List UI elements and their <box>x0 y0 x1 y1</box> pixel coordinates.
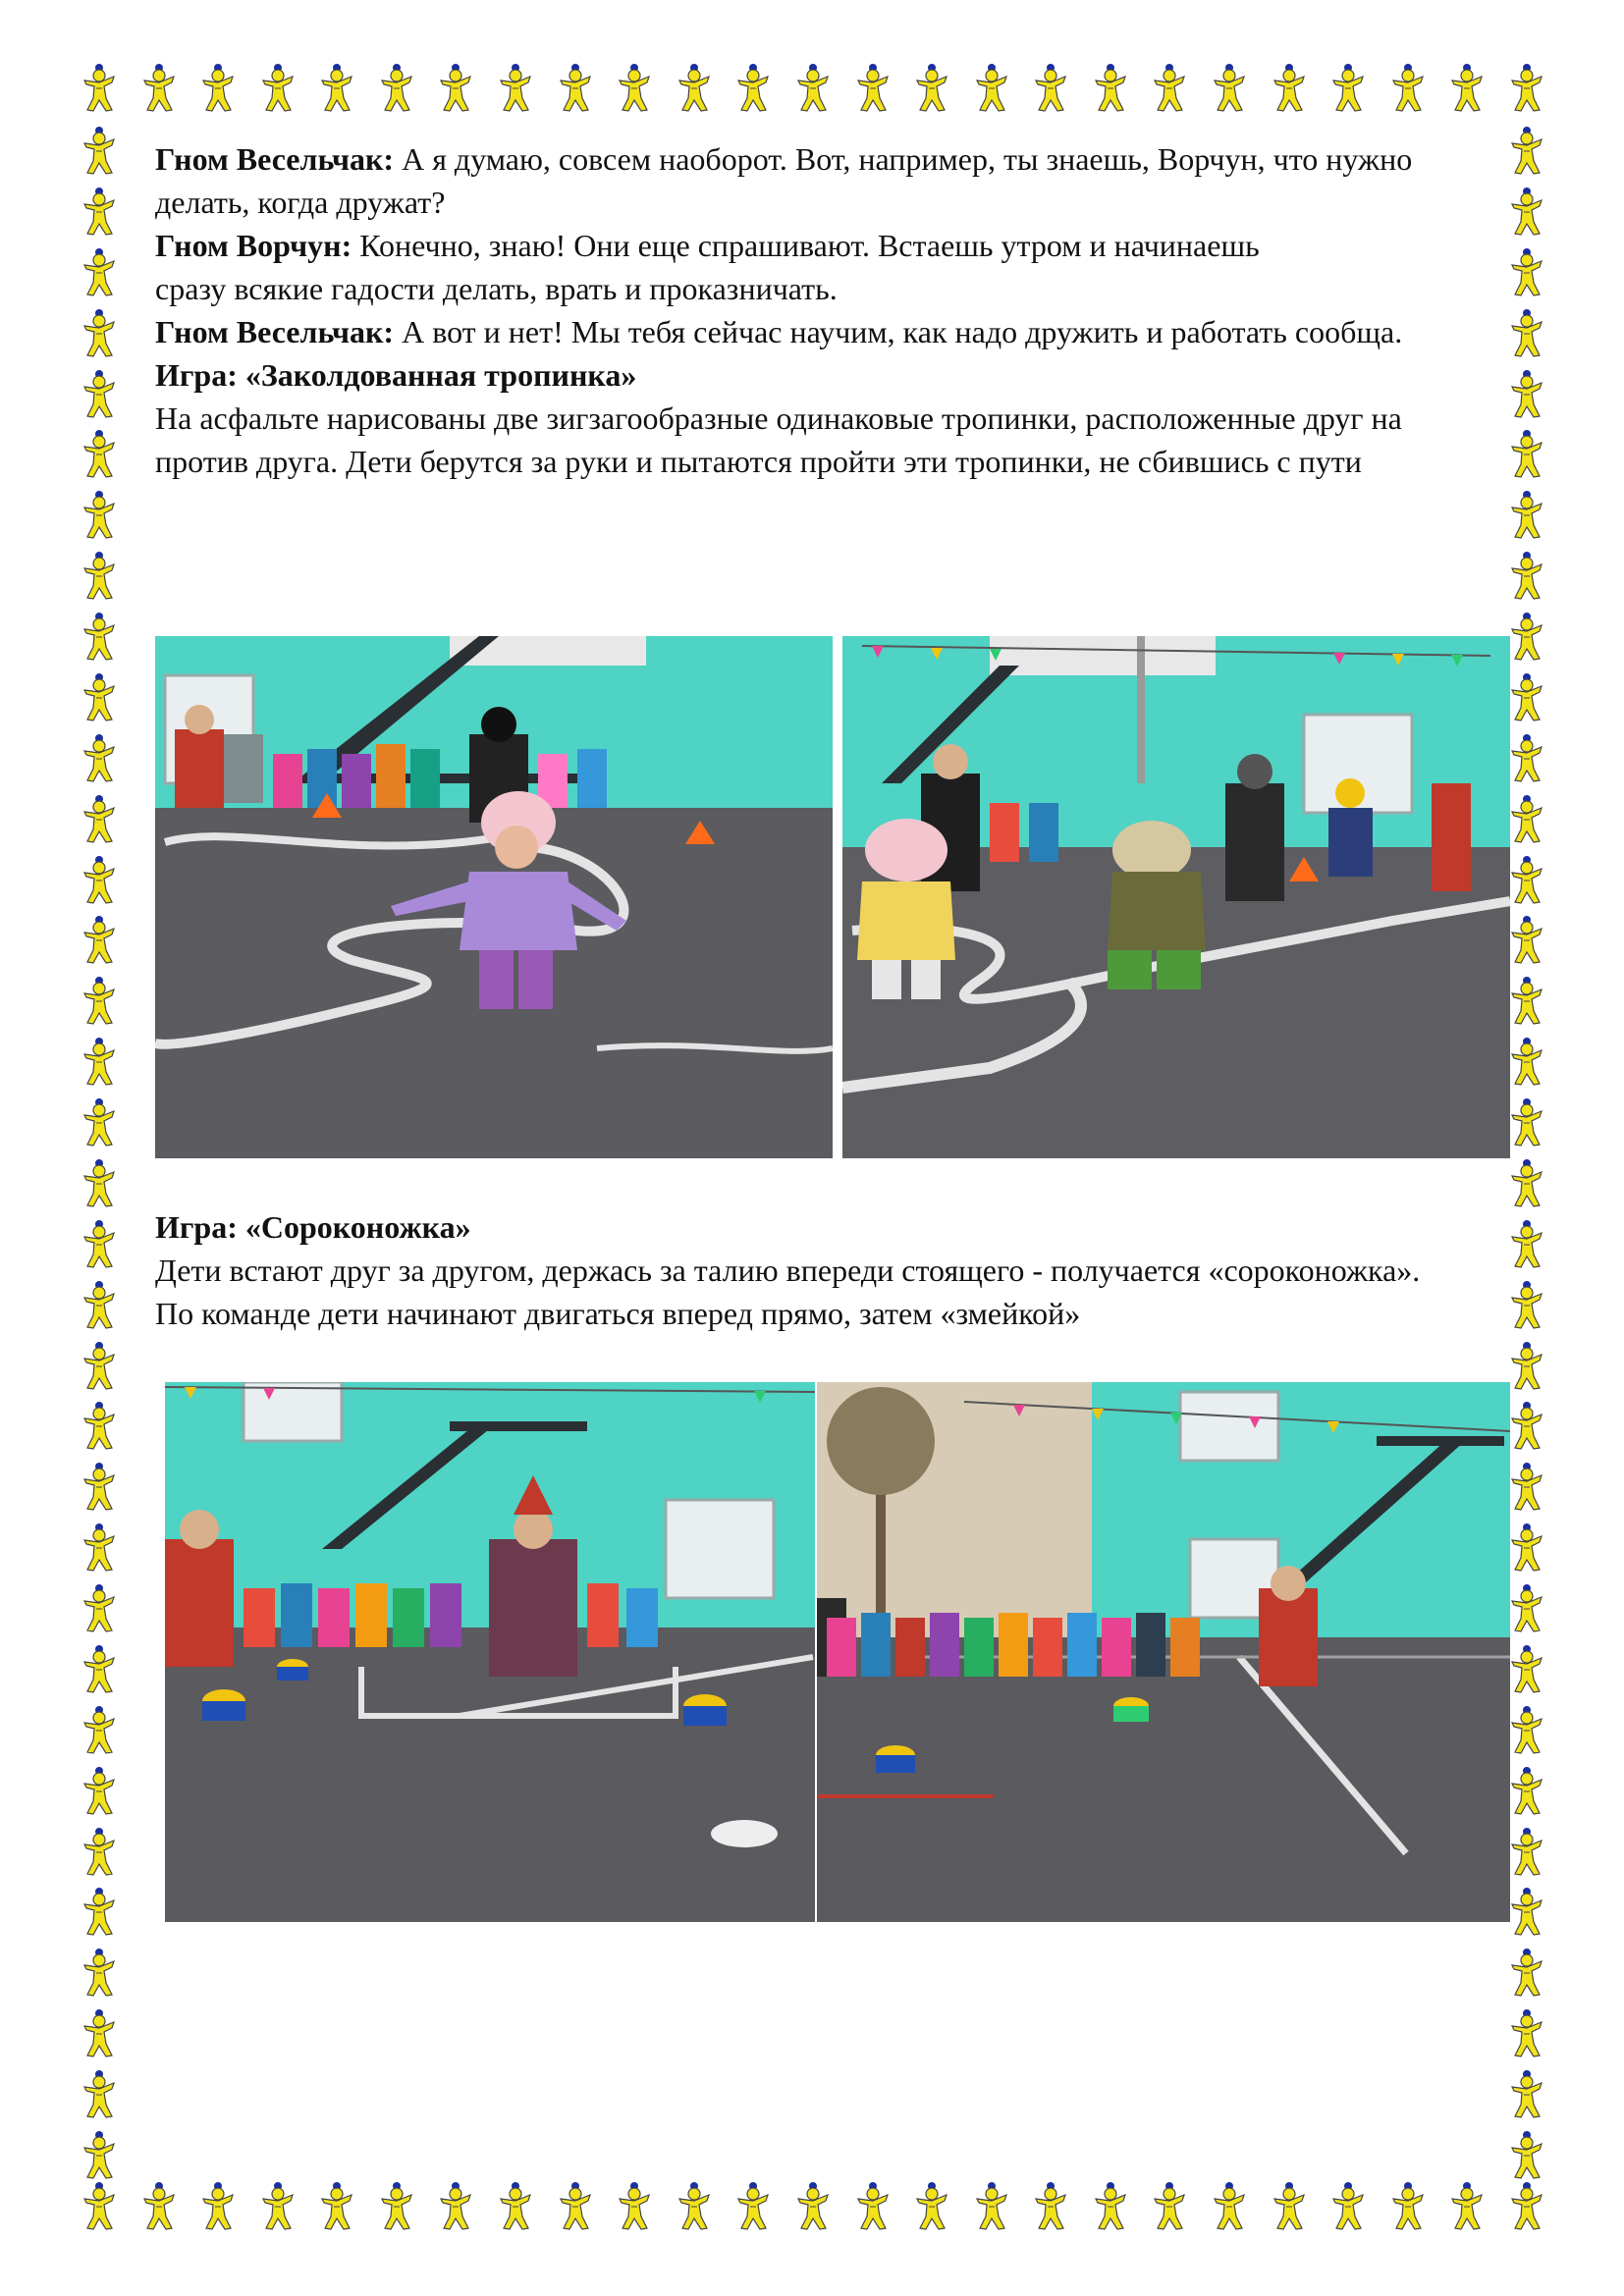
yellow-child-figure-icon <box>1207 63 1252 114</box>
yellow-child-figure-icon <box>1504 1341 1549 1392</box>
yellow-child-figure-icon <box>1504 2181 1549 2232</box>
yellow-child-figure-icon <box>195 2181 241 2232</box>
dialogue-line-1 <box>155 137 1422 224</box>
yellow-child-figure-icon <box>1504 1827 1549 1878</box>
yellow-child-figure-icon <box>790 63 836 114</box>
yellow-child-figure-icon <box>1504 733 1549 784</box>
yellow-child-figure-icon <box>77 1644 122 1695</box>
yellow-child-figure-icon <box>255 2181 300 2232</box>
yellow-child-figure-icon <box>77 490 122 541</box>
speaker-name: Гном Ворчун: <box>155 228 352 263</box>
yellow-child-figure-icon <box>1504 369 1549 420</box>
yellow-child-figure-icon <box>314 63 359 114</box>
yellow-child-figure-icon <box>1504 490 1549 541</box>
yellow-child-figure-icon <box>731 2181 776 2232</box>
yellow-child-figure-icon <box>909 63 954 114</box>
yellow-child-figure-icon <box>1504 187 1549 238</box>
yellow-child-figure-icon <box>1504 794 1549 845</box>
yellow-child-figure-icon <box>731 63 776 114</box>
yellow-child-figure-icon <box>1504 308 1549 359</box>
yellow-child-figure-icon <box>77 429 122 480</box>
yellow-child-figure-icon <box>77 1401 122 1452</box>
dialogue-text: А вот и нет! Мы тебя сейчас научим, как надо дружить и работать сообща. <box>394 314 1403 349</box>
yellow-child-figure-icon <box>1207 2181 1252 2232</box>
yellow-child-figure-icon <box>1504 672 1549 723</box>
yellow-child-figure-icon <box>77 308 122 359</box>
yellow-child-figure-icon <box>1504 2008 1549 2059</box>
dialogue-text: А я думаю, совсем наоборот. Вот, например, ты знаешь, Ворчун, что нужно делать, когда дружат? <box>155 141 1413 220</box>
game-2-title: Игра: «Сороконожка» <box>155 1209 471 1245</box>
yellow-child-figure-icon <box>1504 915 1549 966</box>
yellow-child-figure-icon <box>1088 2181 1133 2232</box>
yellow-child-figure-icon <box>77 1341 122 1392</box>
yellow-child-figure-icon <box>493 2181 538 2232</box>
yellow-child-figure-icon <box>1504 63 1549 114</box>
photo-enchanted-path-2 <box>842 636 1510 1158</box>
document-text <box>155 137 1510 483</box>
yellow-child-figure-icon <box>909 2181 954 2232</box>
yellow-child-figure-icon <box>77 976 122 1027</box>
page-border-top <box>77 63 1549 126</box>
yellow-child-figure-icon <box>77 1037 122 1088</box>
yellow-child-figure-icon <box>195 63 241 114</box>
yellow-child-figure-icon <box>77 1887 122 1938</box>
speaker-name: Гном Весельчак: <box>155 141 395 177</box>
yellow-child-figure-icon <box>77 1948 122 1999</box>
yellow-child-figure-icon <box>77 1583 122 1634</box>
yellow-child-figure-icon <box>1504 976 1549 1027</box>
yellow-child-figure-icon <box>1504 2130 1549 2181</box>
yellow-child-figure-icon <box>1028 2181 1073 2232</box>
yellow-child-figure-icon <box>1504 1401 1549 1452</box>
yellow-child-figure-icon <box>433 2181 478 2232</box>
yellow-child-figure-icon <box>374 63 419 114</box>
yellow-child-figure-icon <box>1504 1644 1549 1695</box>
photo-enchanted-path-1 <box>155 636 833 1158</box>
yellow-child-figure-icon <box>1385 2181 1431 2232</box>
yellow-child-figure-icon <box>612 2181 657 2232</box>
yellow-child-figure-icon <box>1504 1280 1549 1331</box>
document-text-2 <box>155 1205 1510 1335</box>
dialogue-line-3 <box>155 310 1422 353</box>
yellow-child-figure-icon <box>136 63 182 114</box>
yellow-child-figure-icon <box>77 915 122 966</box>
yellow-child-figure-icon <box>1504 1522 1549 1574</box>
yellow-child-figure-icon <box>1088 63 1133 114</box>
yellow-child-figure-icon <box>77 1766 122 1817</box>
dialogue-line-2 <box>155 224 1333 310</box>
yellow-child-figure-icon <box>1326 63 1371 114</box>
yellow-child-figure-icon <box>255 63 300 114</box>
yellow-child-figure-icon <box>969 63 1014 114</box>
page-border-left <box>77 126 122 2181</box>
yellow-child-figure-icon <box>1504 551 1549 602</box>
yellow-child-figure-icon <box>1504 612 1549 663</box>
yellow-child-figure-icon <box>553 2181 598 2232</box>
yellow-child-figure-icon <box>77 2130 122 2181</box>
yellow-child-figure-icon <box>850 63 895 114</box>
yellow-child-figure-icon <box>314 2181 359 2232</box>
yellow-child-figure-icon <box>1504 1158 1549 1209</box>
photo-centipede-2 <box>817 1382 1510 1922</box>
yellow-child-figure-icon <box>77 1097 122 1148</box>
yellow-child-figure-icon <box>1504 1097 1549 1148</box>
yellow-child-figure-icon <box>77 187 122 238</box>
yellow-child-figure-icon <box>1504 1705 1549 1756</box>
yellow-child-figure-icon <box>1028 63 1073 114</box>
yellow-child-figure-icon <box>77 1219 122 1270</box>
yellow-child-figure-icon <box>77 1705 122 1756</box>
yellow-child-figure-icon <box>1385 63 1431 114</box>
yellow-child-figure-icon <box>77 63 122 114</box>
yellow-child-figure-icon <box>77 1827 122 1878</box>
yellow-child-figure-icon <box>1504 247 1549 298</box>
yellow-child-figure-icon <box>77 2069 122 2120</box>
yellow-child-figure-icon <box>77 733 122 784</box>
yellow-child-figure-icon <box>1444 63 1489 114</box>
yellow-child-figure-icon <box>1504 126 1549 177</box>
game-1-description: На асфальте нарисованы две зигзагообразные одинаковые тропинки, расположенные друг на против друга. Дети берутся за руки и пытаются пройти эти тропинки, не сбившись с пути <box>155 400 1402 479</box>
speaker-name: Гном Весельчак: <box>155 314 395 349</box>
yellow-child-figure-icon <box>1147 63 1192 114</box>
yellow-child-figure-icon <box>1504 1948 1549 1999</box>
yellow-child-figure-icon <box>1504 429 1549 480</box>
yellow-child-figure-icon <box>1504 1037 1549 1088</box>
yellow-child-figure-icon <box>374 2181 419 2232</box>
yellow-child-figure-icon <box>77 369 122 420</box>
yellow-child-figure-icon <box>1504 1462 1549 1513</box>
yellow-child-figure-icon <box>1444 2181 1489 2232</box>
yellow-child-figure-icon <box>77 794 122 845</box>
game-1-title: Игра: «Заколдованная тропинка» <box>155 357 637 393</box>
yellow-child-figure-icon <box>77 1280 122 1331</box>
yellow-child-figure-icon <box>1504 1583 1549 1634</box>
page-border-right <box>1504 126 1549 2181</box>
yellow-child-figure-icon <box>1504 1219 1549 1270</box>
yellow-child-figure-icon <box>672 63 717 114</box>
dialogue-text: Конечно, знаю! Они еще спрашивают. Встаешь утром и начинаешь сразу всякие гадости делать, врать и проказничать. <box>155 228 1260 306</box>
yellow-child-figure-icon <box>1504 2069 1549 2120</box>
yellow-child-figure-icon <box>1267 63 1312 114</box>
photo-centipede-1 <box>165 1382 815 1922</box>
yellow-child-figure-icon <box>1504 1887 1549 1938</box>
yellow-child-figure-icon <box>672 2181 717 2232</box>
yellow-child-figure-icon <box>136 2181 182 2232</box>
yellow-child-figure-icon <box>1504 1766 1549 1817</box>
game-2-description: Дети встают друг за другом, держась за талию впереди стоящего - получается «сороконожка». По команде дети начинают двигаться вперед прямо, затем «змейкой» <box>155 1253 1421 1331</box>
yellow-child-figure-icon <box>1326 2181 1371 2232</box>
yellow-child-figure-icon <box>77 855 122 906</box>
yellow-child-figure-icon <box>553 63 598 114</box>
yellow-child-figure-icon <box>77 2181 122 2232</box>
yellow-child-figure-icon <box>1147 2181 1192 2232</box>
yellow-child-figure-icon <box>612 63 657 114</box>
yellow-child-figure-icon <box>77 126 122 177</box>
yellow-child-figure-icon <box>77 2008 122 2059</box>
yellow-child-figure-icon <box>493 63 538 114</box>
yellow-child-figure-icon <box>77 551 122 602</box>
yellow-child-figure-icon <box>77 672 122 723</box>
yellow-child-figure-icon <box>77 1522 122 1574</box>
yellow-child-figure-icon <box>77 247 122 298</box>
yellow-child-figure-icon <box>77 1158 122 1209</box>
yellow-child-figure-icon <box>790 2181 836 2232</box>
yellow-child-figure-icon <box>433 63 478 114</box>
yellow-child-figure-icon <box>850 2181 895 2232</box>
page-border-bottom <box>77 2181 1549 2244</box>
yellow-child-figure-icon <box>1504 855 1549 906</box>
yellow-child-figure-icon <box>969 2181 1014 2232</box>
yellow-child-figure-icon <box>77 1462 122 1513</box>
yellow-child-figure-icon <box>77 612 122 663</box>
yellow-child-figure-icon <box>1267 2181 1312 2232</box>
